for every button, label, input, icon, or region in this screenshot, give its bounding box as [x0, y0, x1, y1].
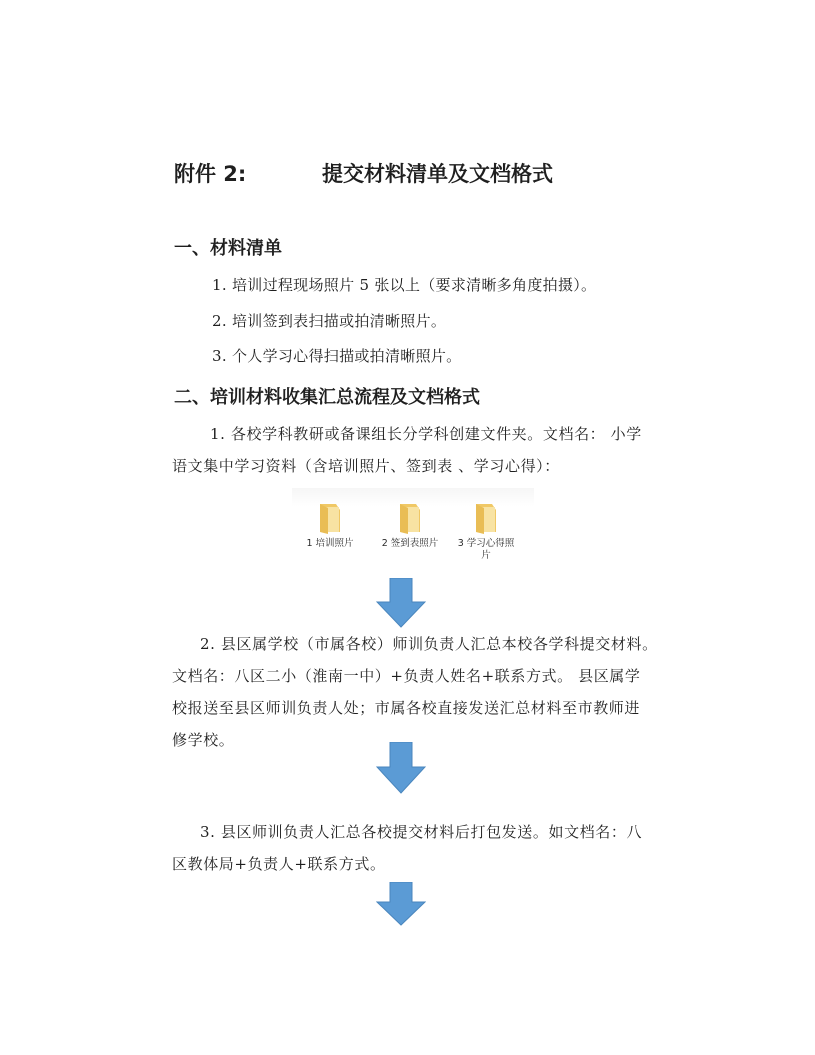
folder-icon: [314, 500, 346, 534]
step2-line: 修学校。: [172, 731, 235, 749]
step3-line: 3. 县区师训负责人汇总各校提交材料后打包发送。如文档名：八: [200, 823, 643, 841]
folder-item: [380, 500, 440, 550]
section1-heading: 一、材料清单: [174, 238, 282, 259]
step2-line: 2. 县区属学校（市属各校）师训负责人汇总本校各学科提交材料。: [200, 635, 658, 653]
down-arrow-icon: [376, 742, 426, 794]
section2-heading: 二、培训材料收集汇总流程及文档格式: [174, 387, 480, 408]
folder-label: 3 学习心得照片: [457, 538, 515, 561]
step2-line: 文档名：八区二小（淮南一中）+负责人姓名+联系方式。 县区属学: [172, 667, 641, 685]
step1-line: 语文集中学习资料（含培训照片、签到表 、学习心得）：: [172, 457, 560, 475]
document-title: 提交材料清单及文档格式: [322, 162, 553, 186]
attachment-label: 附件 2:: [174, 162, 247, 186]
step3-line: 区教体局+负责人+联系方式。: [172, 855, 386, 873]
step1-line: 1. 各校学科教研或备课组长分学科创建文件夹。文档名： 小学: [210, 425, 642, 443]
down-arrow-icon: [376, 578, 426, 628]
down-arrow-icon: [376, 882, 426, 926]
folder-item: [456, 500, 516, 562]
folder-item: [300, 500, 360, 550]
step2-line: 校报送至县区师训负责人处；市属各校直接发送汇总材料至市教师进: [172, 699, 641, 717]
list-item: 2. 培训签到表扫描或拍清晰照片。: [212, 312, 447, 330]
folder-label: 2 签到表照片: [381, 538, 439, 549]
folder-icon: [394, 500, 426, 534]
folder-icon: [470, 500, 502, 534]
list-item: 3. 个人学习心得扫描或拍清晰照片。: [212, 347, 462, 365]
folder-label: 1 培训照片: [306, 538, 354, 549]
folder-screenshot: [292, 488, 534, 580]
list-item: 1. 培训过程现场照片 5 张以上（要求清晰多角度拍摄）。: [212, 276, 597, 294]
